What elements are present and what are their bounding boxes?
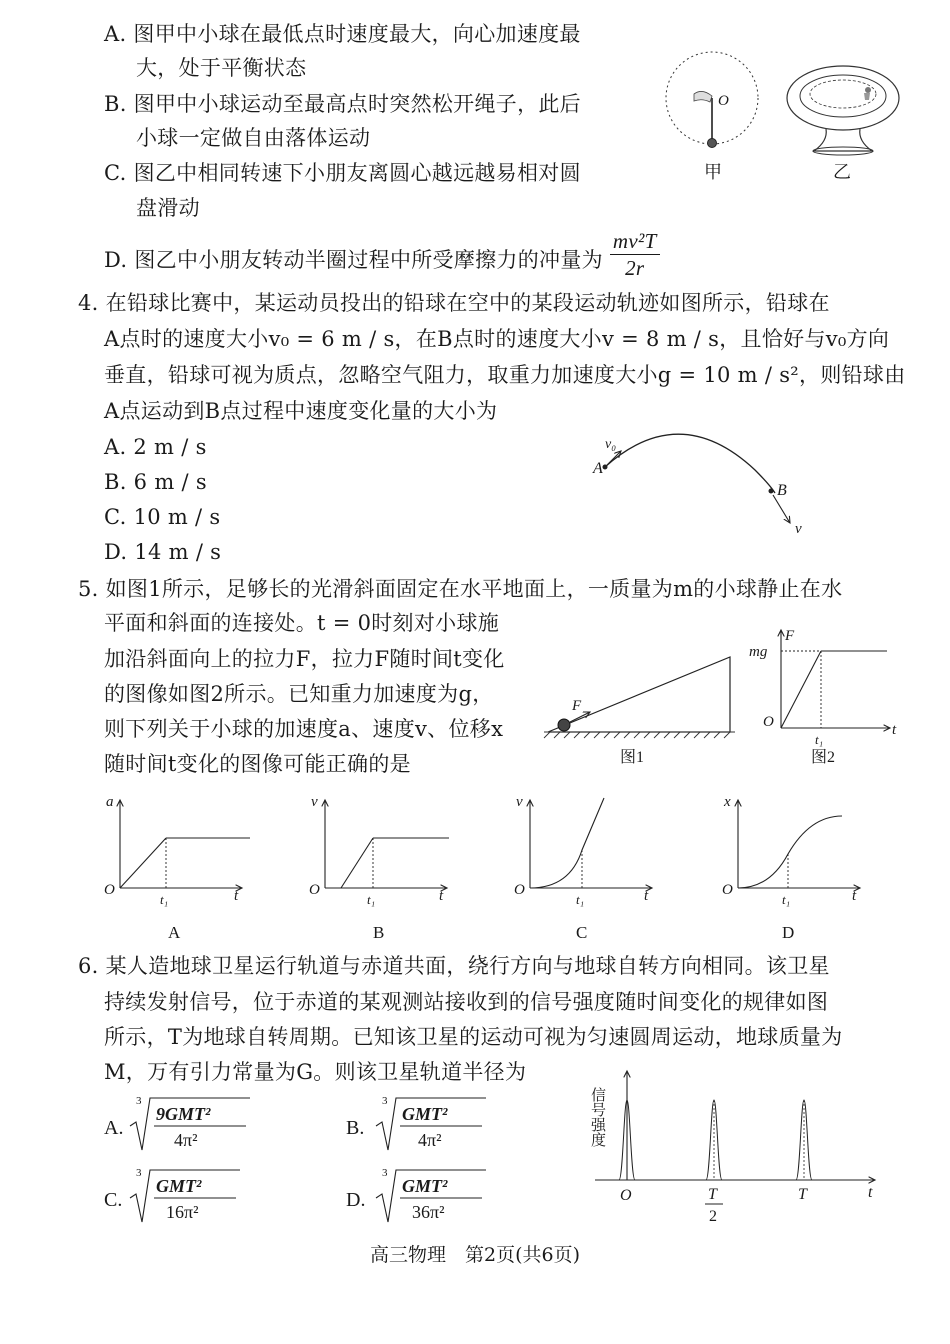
- q6-option-a: [104, 1095, 250, 1150]
- q6-option-d-num: GMT²: [402, 1176, 448, 1196]
- graph-y-label-text: 信号强度: [589, 1087, 605, 1147]
- graph-a-t1: t₁: [160, 892, 169, 907]
- graph-c-option: C: [576, 923, 588, 942]
- q3-option-b-line1: B. 图甲中小球运动至最高点时突然松开绳子，此后: [104, 92, 581, 116]
- q6-option-b: [346, 1095, 486, 1150]
- q5-figure1: [540, 640, 740, 770]
- fig1-caption: 图1: [620, 749, 645, 766]
- q6-option-b-label: B.: [346, 1117, 365, 1139]
- q6-option-d-den: 36π²: [412, 1202, 445, 1222]
- graph-y-label: [589, 1087, 606, 1147]
- q6-option-a-num: 9GMT²: [156, 1104, 211, 1124]
- q3-option-c-line2: 盘滑动: [136, 196, 200, 220]
- q3-option-d: [104, 229, 660, 281]
- point-a: [603, 465, 608, 470]
- q6-option-b-den: 4π²: [418, 1130, 442, 1150]
- graph-d-x: t: [852, 888, 857, 904]
- ball: [558, 719, 570, 731]
- graph-c-y: v: [516, 794, 523, 810]
- graph-b-y: v: [311, 794, 318, 810]
- figure-jia: [666, 52, 758, 182]
- q5-stem-line5: 则下列关于小球的加速度a、速度v、位移x: [104, 717, 504, 741]
- q3-option-a-line1: A. 图甲中小球在最低点时速度最大，向心加速度最: [104, 22, 581, 46]
- q6-option-d: [346, 1167, 486, 1222]
- q6-stem-line1: 6. 某人造地球卫星运行轨道与赤道共面，绕行方向与地球自转方向相同。该卫星: [78, 954, 830, 978]
- q6-stem-line2: 持续发射信号，位于赤道的某观测站接收到的信号强度随时间变化的规律如图: [104, 990, 829, 1014]
- graph-half-num: T: [708, 1186, 717, 1203]
- trajectory-curve: [605, 434, 775, 493]
- q6-option-a-label: A.: [104, 1117, 124, 1139]
- graph-d-option: D: [782, 923, 795, 942]
- q3-figure: [660, 50, 920, 190]
- q5-stem-line1: 5. 如图1所示，足够长的光滑斜面固定在水平地面上，一质量为m的小球静止在水: [78, 577, 843, 601]
- q6-option-d-label: D.: [346, 1189, 366, 1211]
- q5-stem-line2: 平面和斜面的连接处。t = 0时刻对小球施: [104, 611, 500, 635]
- q6-option-c: [104, 1167, 240, 1222]
- q6-stem-line4: M，万有引力常量为G。则该卫星轨道半径为: [104, 1060, 527, 1084]
- fig2-caption: 图2: [811, 749, 836, 766]
- graph-c-t1: t₁: [576, 892, 585, 907]
- graph-c-origin: O: [514, 882, 525, 898]
- q4-option-d: D. 14 m / s: [104, 540, 222, 564]
- q6-option-d-index: 3: [382, 1167, 388, 1179]
- q6-option-a-den: 4π²: [174, 1130, 198, 1150]
- graph-b-x: t: [439, 888, 444, 904]
- q6-signal-graph: [575, 1065, 895, 1235]
- q6-option-c-den: 16π²: [166, 1202, 199, 1222]
- graph-x-label: t: [868, 1184, 873, 1201]
- q5-graph-d: [718, 790, 878, 950]
- q6-options: [100, 1092, 520, 1242]
- incline: [548, 657, 730, 732]
- q5-stem-line6: 随时间t变化的图像可能正确的是: [104, 752, 411, 776]
- graph-T: T: [798, 1186, 807, 1203]
- q5-figure2: [745, 620, 915, 770]
- f-ramp: [781, 651, 821, 728]
- q6-option-b-index: 3: [382, 1095, 388, 1107]
- graph-origin: O: [620, 1187, 632, 1204]
- q4-option-b: B. 6 m / s: [104, 470, 207, 494]
- q4-trajectory-figure: [585, 425, 825, 545]
- fig1-force-label: F: [572, 698, 582, 714]
- graph-half-den: 2: [709, 1208, 717, 1225]
- q6-option-a-index: 3: [136, 1095, 142, 1107]
- label-v0: v₀: [605, 437, 617, 452]
- fig2-x-label: t: [892, 722, 897, 738]
- q3-option-d-text: D. 图乙中小朋友转动半圈过程中所受摩擦力的冲量为: [104, 248, 603, 272]
- q3-option-a-line2: 大，处于平衡状态: [136, 56, 307, 80]
- q5-graph-b: [305, 790, 465, 950]
- graph-a-x: t: [234, 888, 239, 904]
- q6-option-c-label: C.: [104, 1189, 123, 1211]
- ground-hatch: [544, 732, 735, 738]
- q5-graph-a: [100, 790, 260, 950]
- fig-jia-center-label: O: [718, 93, 729, 109]
- fig-yi-label: 乙: [833, 162, 851, 182]
- q4-stem-line1: 4. 在铅球比赛中，某运动员投出的铅球在空中的某段运动轨迹如图所示，铅球在: [78, 291, 830, 315]
- graph-a-option: A: [168, 923, 181, 942]
- fig2-origin: O: [763, 714, 774, 730]
- q4-option-a: A. 2 m / s: [104, 435, 207, 459]
- q3-option-d-numerator: mv²T: [610, 228, 660, 255]
- q4-option-c: C. 10 m / s: [104, 505, 221, 529]
- v0-arrow: [607, 451, 621, 465]
- q4-stem-line4: A点运动到B点过程中速度变化量的大小为: [104, 399, 498, 423]
- label-v: v: [795, 521, 802, 537]
- hand-icon: [694, 91, 712, 102]
- q6-stem-line3: 所示，T为地球自转周期。已知该卫星的运动可视为匀速圆周运动，地球质量为: [104, 1025, 843, 1049]
- point-b: [769, 489, 774, 494]
- q5-graph-c: [510, 790, 670, 950]
- q3-option-d-denominator: 2r: [625, 256, 645, 280]
- q3-option-c-line1: C. 图乙中相同转速下小朋友离圆心越远越易相对圆: [104, 161, 581, 185]
- fig-jia-label: 甲: [704, 162, 722, 182]
- fig2-t1: t₁: [815, 732, 824, 747]
- graph-c-x: t: [644, 888, 649, 904]
- graph-b-option: B: [373, 923, 385, 942]
- fig2-mg-label: mg: [749, 644, 768, 660]
- graph-a-y: a: [106, 794, 114, 810]
- v-arrow: [773, 495, 790, 523]
- graph-b-t1: t₁: [367, 892, 376, 907]
- graph-b-origin: O: [309, 882, 320, 898]
- graph-d-origin: O: [722, 882, 733, 898]
- q5-stem-line3: 加沿斜面向上的拉力F，拉力F随时间t变化: [104, 647, 505, 671]
- graph-d-t1: t₁: [782, 892, 791, 907]
- q4-stem-line2: A点时的速度大小v₀ = 6 m / s，在B点时的速度大小v = 8 m / s，且恰好与v₀方向: [104, 327, 890, 351]
- q5-stem-line4: 的图像如图2所示。已知重力加速度为g，: [104, 682, 494, 706]
- figure-yi: [787, 66, 899, 182]
- q4-stem-line3: 垂直，铅球可视为质点，忽略空气阻力，取重力加速度大小g = 10 m / s²，则铅球由: [104, 363, 906, 387]
- label-b: B: [777, 482, 787, 499]
- q3-option-d-fraction: [610, 228, 660, 281]
- q6-option-b-num: GMT²: [402, 1104, 448, 1124]
- q6-option-c-num: GMT²: [156, 1176, 202, 1196]
- child-icon: [864, 87, 871, 100]
- graph-d-y: x: [724, 794, 731, 810]
- q3-option-b-line2: 小球一定做自由落体运动: [136, 126, 371, 150]
- label-a: A: [593, 460, 603, 477]
- fig2-y-label: F: [785, 628, 795, 644]
- page-footer: 高三物理 第2页(共6页): [369, 1244, 580, 1266]
- graph-a-origin: O: [104, 882, 115, 898]
- q6-option-c-index: 3: [136, 1167, 142, 1179]
